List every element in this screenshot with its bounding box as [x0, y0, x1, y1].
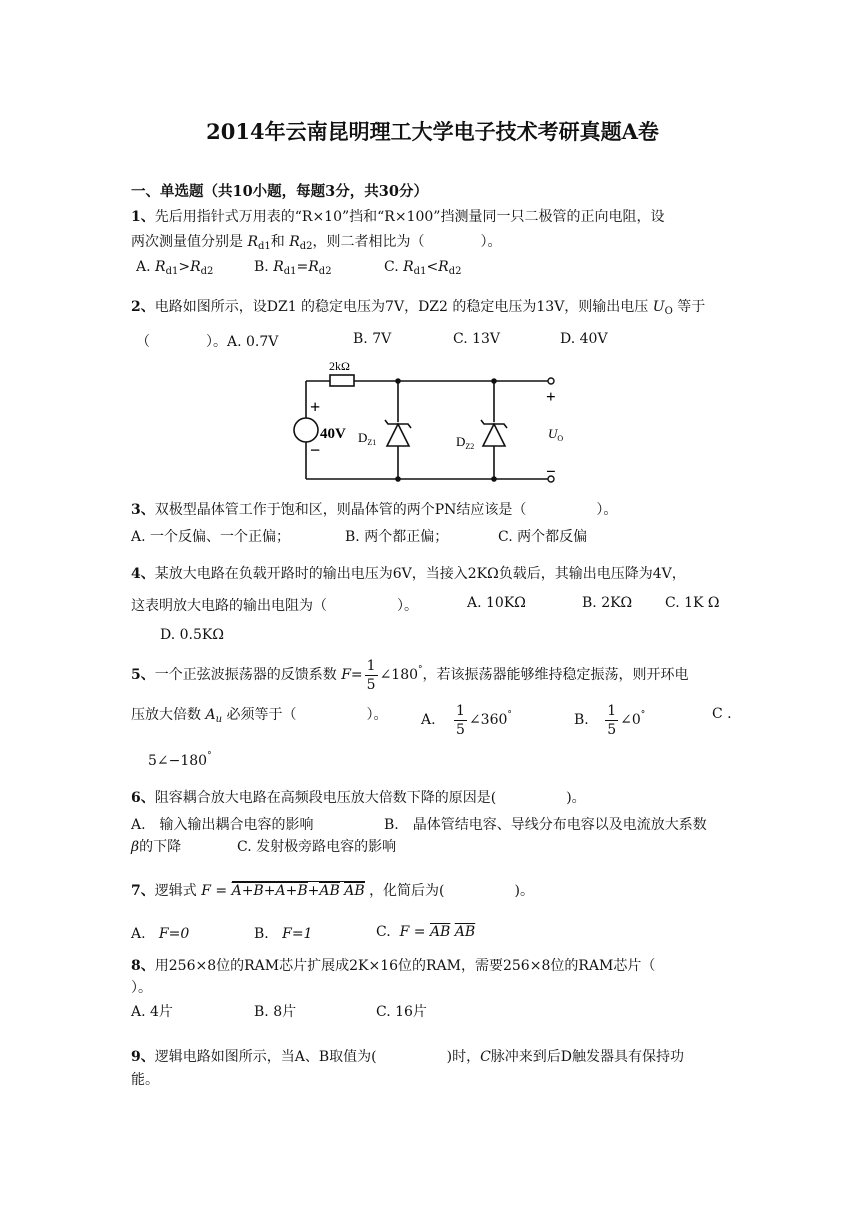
term-ab-bar: $\overline{AB}$: [454, 924, 476, 940]
question-5-line-2: [131, 697, 387, 738]
question-5-option-a: [421, 697, 512, 739]
clock-symbol: C: [480, 1049, 491, 1065]
option-c: C. 1K Ω: [665, 595, 720, 611]
dz2-label: $D_{Z2}$: [456, 434, 475, 451]
output-terminal: [548, 378, 554, 384]
option-a: A. 输入输出耦合电容的影响: [131, 817, 314, 833]
option-c-label: C .: [712, 706, 732, 722]
term-ab-bar: $\overline{AB}$: [319, 883, 340, 899]
source-plus: +: [310, 397, 321, 417]
question-7-option-a: [131, 926, 189, 942]
rd2-subscript: d2: [200, 266, 214, 277]
option-c-value: 5∠−180: [148, 753, 208, 769]
page-title: 2014年云南昆明理工大学电子技术考研真题A卷: [206, 119, 659, 144]
question-text: 双极型晶体管工作于饱和区，则晶体管的两个PN结应该是（ ）。: [154, 502, 618, 518]
rd1-subscript: d1: [258, 241, 271, 252]
option-label: A.: [421, 712, 436, 728]
angle-value: ∠180: [379, 667, 419, 683]
option-d: D. 40V: [560, 331, 608, 347]
rd1-symbol: R: [403, 259, 414, 275]
question-text: ，化简后为( )。: [369, 883, 534, 899]
degree-sign: °: [507, 710, 512, 720]
question-number: 9、: [131, 1049, 155, 1065]
question-text: 等于: [677, 299, 706, 315]
node-dot: [395, 476, 401, 482]
term-b: B: [253, 883, 264, 899]
equals-sign: =: [413, 924, 426, 940]
question-text: 电路如图所示，设DZ1 的稳定电压为7V，DZ2 的稳定电压为13V，则输出电压: [154, 299, 649, 315]
answer-blank: （ ）。: [136, 334, 227, 350]
plus-sign: +: [263, 883, 276, 899]
node-dot: [395, 378, 401, 384]
question-text: 逻辑式: [154, 883, 197, 899]
output-plus: +: [546, 387, 556, 406]
degree-sign: °: [418, 665, 423, 675]
option-b: B. 2KΩ: [582, 595, 633, 611]
fraction: [454, 702, 467, 739]
option-label: C.: [376, 924, 391, 940]
equals-sign: =: [215, 883, 228, 899]
fraction: [605, 702, 618, 739]
question-text: 逻辑电路如图所示，当A、B取值为( )时，: [154, 1049, 481, 1065]
option-label: C.: [384, 259, 399, 275]
option-a: A. 0.7V: [227, 334, 279, 350]
question-text: 一个正弦波振荡器的反馈系数: [154, 667, 337, 683]
f-symbol: F: [399, 924, 410, 940]
option-c: C. 16片: [376, 1004, 427, 1020]
question-7-option-c: [376, 924, 475, 940]
term-a: A: [275, 883, 286, 899]
question-number: 4、: [131, 566, 155, 582]
numerator: 1: [607, 702, 617, 719]
dz1-label: $D_{Z1}$: [358, 430, 377, 447]
source-minus: −: [310, 440, 321, 460]
rd1-symbol: R: [273, 259, 284, 275]
option-a: A. 10KΩ: [467, 595, 526, 611]
comparison-sign: >: [178, 259, 191, 275]
f-symbol: F: [201, 883, 211, 899]
question-8-line-1: [131, 955, 655, 975]
question-5-line-1: [131, 652, 689, 694]
option-c: C. 两个都反偏: [498, 529, 588, 545]
rd1-subscript: d1: [165, 266, 179, 277]
option-b: B. 7V: [353, 331, 392, 347]
option-value: F=1: [282, 926, 313, 942]
denominator: 5: [607, 721, 617, 738]
option-value: F=0: [158, 926, 190, 942]
section-heading: 一、单选题（共10小题，每题3分，共30分）: [131, 183, 428, 200]
rd1-subscript: d1: [283, 266, 297, 277]
question-number: 2、: [131, 299, 155, 315]
angle-value: ∠0: [620, 712, 641, 728]
question-5-option-b: [574, 697, 645, 739]
question-4-line-2: 这表明放大电路的输出电阻为（ ）。: [131, 598, 418, 614]
question-9-line-2: 能。: [131, 1072, 159, 1088]
output-label: $U_O$: [548, 426, 564, 443]
logic-expression: [232, 881, 365, 899]
node-dot: [491, 476, 497, 482]
question-1-option-b: [254, 259, 332, 277]
output-minus: −: [546, 462, 556, 481]
rd2-subscript: d2: [299, 241, 313, 252]
option-a: A. 一个反偏、一个正偏；: [131, 529, 291, 545]
question-text: 脉冲来到后D触发器具有保持功: [490, 1049, 685, 1065]
zener-diode-1: [387, 424, 409, 446]
rd2-symbol: R: [308, 259, 319, 275]
option-c: C. 发射极旁路电容的影响: [237, 839, 397, 855]
rd2-symbol: R: [438, 259, 449, 275]
question-2-line-2: [136, 331, 278, 351]
question-number: 3、: [131, 502, 155, 518]
term-b-bar: $\overline{B}$: [297, 883, 308, 899]
angle-value: ∠360: [468, 712, 508, 728]
question-number: 7、: [131, 883, 155, 899]
option-d: D. 0.5KΩ: [160, 627, 224, 643]
rd2-symbol: R: [289, 234, 300, 250]
question-number: 6、: [131, 790, 155, 806]
question-8-line-2: ）。: [131, 980, 152, 996]
resistor-2k: [330, 375, 354, 386]
option-label: B.: [254, 926, 269, 942]
question-number: 5、: [131, 667, 155, 683]
feedback-symbol: F: [341, 667, 351, 683]
uo-symbol: U: [652, 299, 665, 315]
question-7-option-b: [254, 926, 312, 942]
source-label: 40V: [320, 426, 346, 442]
equals-sign: =: [350, 667, 363, 683]
term-a-bar: $\overline{A}$: [231, 883, 242, 899]
question-text: 先后用指针式万用表的“R×10”挡和“R×100”挡测量同一只二极管的正向电阻，设: [154, 209, 665, 225]
uo-subscript: O: [664, 306, 673, 317]
question-1-line-1: [131, 206, 664, 226]
question-text: 的下降: [139, 839, 182, 855]
question-text: 某放大电路在负载开路时的输出电压为6V，当接入2KΩ负载后，其输出电压降为4V，: [154, 566, 686, 582]
question-2-line-1: [131, 296, 705, 317]
gain-symbol: A: [205, 707, 216, 723]
option-a: A. 4片: [131, 1004, 173, 1020]
plus-sign: +: [285, 883, 298, 899]
numerator: 1: [366, 657, 376, 674]
question-text: 必须等于（ ）。: [226, 707, 388, 723]
question-6-line-3: [131, 836, 181, 856]
question-number: 8、: [131, 958, 155, 974]
zener-diode-2: [483, 424, 505, 446]
question-5-option-c-value: [148, 751, 212, 769]
comparison-sign: =: [296, 259, 309, 275]
question-text: ，若该振荡器能够维持稳定振荡，则开环电: [422, 667, 689, 683]
option-b: B. 两个都正偏；: [345, 529, 449, 545]
rd2-subscript: d2: [318, 266, 332, 277]
numerator: 1: [456, 702, 465, 719]
question-4-line-1: [131, 563, 686, 583]
rd1-symbol: R: [247, 234, 258, 250]
question-text: 用256×8位的RAM芯片扩展成2K×16位的RAM，需要256×8位的RAM芯片（: [154, 958, 656, 974]
rd2-subscript: d2: [448, 266, 462, 277]
comparison-sign: <: [426, 259, 439, 275]
question-9-line-1: [131, 1046, 684, 1066]
term-ab-bar: $\overline{AB}$: [344, 883, 365, 899]
rd1-symbol: R: [155, 259, 166, 275]
question-6-line-1: [131, 787, 586, 807]
node-dot: [491, 378, 497, 384]
question-1-option-c: [384, 259, 461, 277]
beta-symbol: β: [131, 839, 140, 855]
question-3-line-1: [131, 499, 617, 519]
voltage-source: [294, 418, 318, 442]
resistor-label: 2kΩ: [329, 359, 350, 373]
gain-subscript: u: [215, 714, 223, 725]
question-text: 阻容耦合放大电路在高频段电压放大倍数下降的原因是( )。: [154, 790, 586, 806]
option-label: A.: [131, 926, 146, 942]
question-text: 压放大倍数: [131, 707, 201, 723]
term-ab-bar: $\overline{AB}$: [429, 924, 451, 940]
degree-sign: °: [207, 751, 212, 761]
option-label: B.: [574, 712, 589, 728]
option-b: B. 晶体管结电容、导线分布电容以及电流放大系数: [384, 817, 707, 833]
question-1-line-2: [131, 231, 502, 252]
question-text: 两次测量值分别是: [131, 234, 243, 250]
degree-sign: °: [640, 710, 646, 720]
option-label: A.: [136, 259, 151, 275]
plus-sign: +: [307, 883, 320, 899]
denominator: 5: [456, 721, 465, 738]
question-text: ，则二者相比为（ ）。: [312, 234, 502, 250]
question-1-option-a: [136, 259, 213, 277]
option-b: B. 8片: [254, 1004, 297, 1020]
question-7-line-1: [131, 880, 534, 900]
zener-circuit-diagram: [290, 358, 570, 488]
rd2-symbol: R: [190, 259, 201, 275]
option-c: C. 13V: [453, 331, 501, 347]
conjunction: 和: [270, 234, 285, 250]
option-label: B.: [254, 259, 269, 275]
denominator: 5: [366, 676, 376, 693]
fraction: [365, 657, 378, 694]
rd1-subscript: d1: [413, 266, 427, 277]
plus-sign: +: [241, 883, 254, 899]
question-number: 1、: [131, 209, 155, 225]
